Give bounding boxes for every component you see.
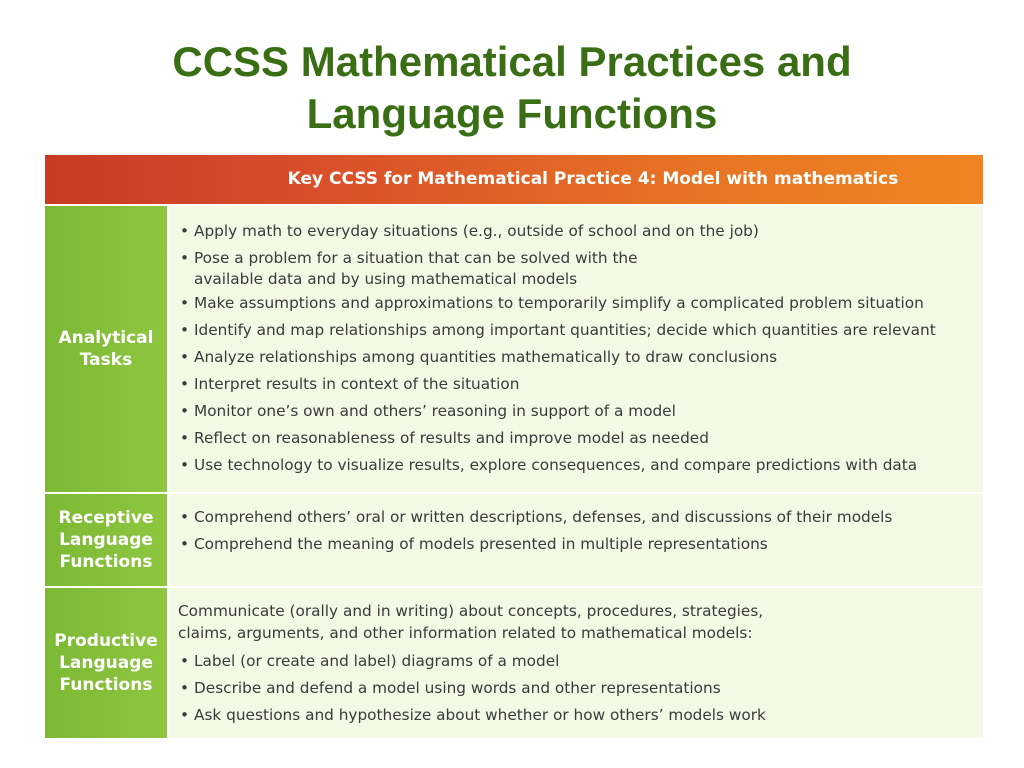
row-label-analytical-tasks <box>45 206 167 492</box>
slide-title-line-2: Language Functions <box>306 90 718 137</box>
list-item: • Monitor one’s own and others’ reasoning in support of a model <box>178 398 973 425</box>
list-item: • Ask questions and hypothesize about whether or how others’ models work <box>178 702 973 729</box>
list-item: • Label (or create and label) diagrams of a model <box>178 648 973 675</box>
slide-title <box>0 36 1024 140</box>
productive-language-list <box>178 648 973 729</box>
list-item: • Reflect on reasonableness of results and improve model as needed <box>178 425 973 452</box>
list-item: • Describe and defend a model using words and other representations <box>178 675 973 702</box>
list-item: • Use technology to visualize results, explore consequences, and compare predictions with data <box>178 452 973 479</box>
list-item: • Analyze relationships among quantities mathematically to draw conclusions <box>178 344 973 371</box>
receptive-language-list <box>178 504 973 558</box>
productive-language-content <box>170 588 983 738</box>
list-item <box>178 245 973 290</box>
list-item: • Identify and map relationships among important quantities; decide which quantities are relevant <box>178 317 973 344</box>
list-item: • Interpret results in context of the situation <box>178 371 973 398</box>
list-item: • Comprehend others’ oral or written descriptions, defenses, and discussions of their models <box>178 504 973 531</box>
list-item-continuation: available data and by using mathematical models <box>194 270 578 288</box>
intro-line: Communicate (orally and in writing) about concepts, procedures, strategies, <box>178 602 764 620</box>
row-label-line: Productive <box>54 631 158 651</box>
row-label-line: Functions <box>59 552 153 572</box>
analytical-tasks-row <box>45 206 983 492</box>
row-label-line: Tasks <box>79 350 133 370</box>
row-label-receptive-language-functions <box>45 494 167 586</box>
list-item: • Make assumptions and approximations to temporarily simplify a complicated problem situation <box>178 290 973 317</box>
analytical-tasks-list <box>178 218 973 479</box>
row-label-line: Analytical <box>58 328 154 348</box>
slide-title-line-1: CCSS Mathematical Practices and <box>172 38 852 85</box>
table-header: Key CCSS for Mathematical Practice 4: Model with mathematics <box>45 155 983 204</box>
row-label-productive-language-functions <box>45 588 167 738</box>
receptive-language-content <box>170 494 983 586</box>
practice-table <box>45 155 983 738</box>
list-item: • Apply math to everyday situations (e.g., outside of school and on the job) <box>178 218 973 245</box>
productive-language-row <box>45 588 983 738</box>
row-label-line: Language <box>59 653 153 673</box>
intro-line: claims, arguments, and other information related to mathematical models: <box>178 624 753 642</box>
productive-intro <box>178 600 973 644</box>
row-label-line: Functions <box>59 675 153 695</box>
row-label-line: Language <box>59 530 153 550</box>
list-item: • Comprehend the meaning of models presented in multiple representations <box>178 531 973 558</box>
list-item-text: Pose a problem for a situation that can be solved with the <box>194 249 638 267</box>
receptive-language-row <box>45 494 983 586</box>
row-label-line: Receptive <box>58 508 154 528</box>
analytical-tasks-content <box>170 206 983 492</box>
